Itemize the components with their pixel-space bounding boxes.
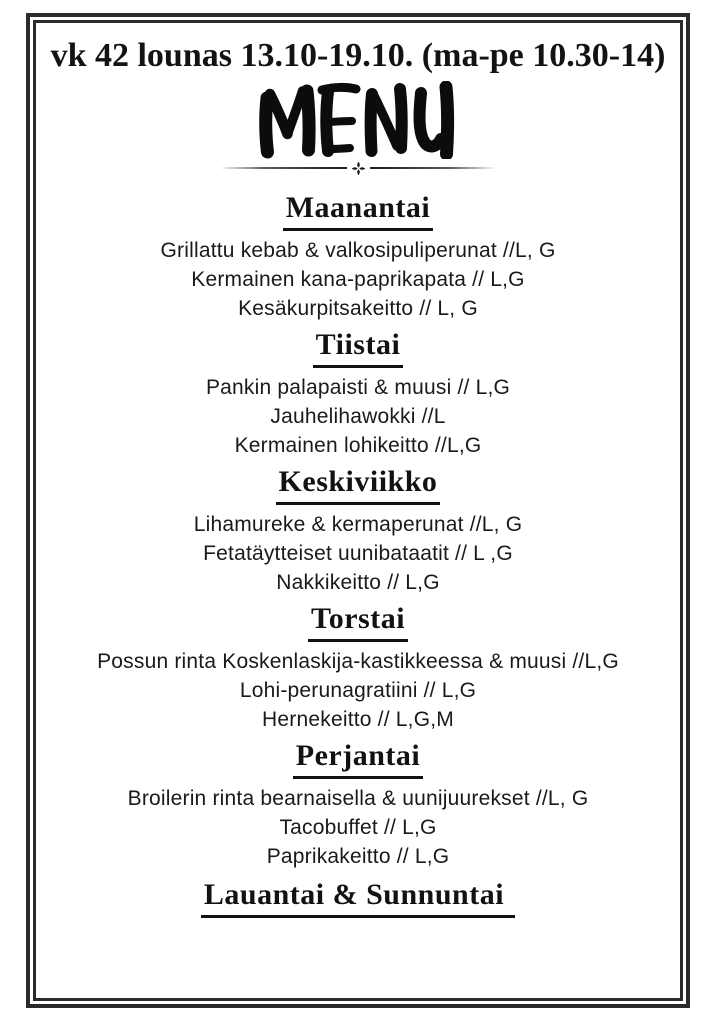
items-wednesday — [36, 510, 680, 597]
menu-logo-lettering — [256, 81, 461, 159]
menu-item: Lihamureke & kermaperunat //L, G — [193, 512, 523, 536]
day-heading-wednesday: Keskiviikko — [276, 464, 441, 505]
items-monday — [36, 236, 680, 323]
menu-item: Possun rinta Koskenlaskija-kastikkeessa & muusi //L,G — [97, 649, 619, 673]
day-heading-thursday: Torstai — [308, 601, 408, 642]
section-friday — [36, 738, 680, 871]
section-tuesday — [36, 327, 680, 460]
menu-item: Pankin palapaisti & muusi // L,G — [205, 375, 511, 399]
menu-item: Tacobuffet // L,G — [279, 815, 437, 839]
cross-ornament-icon — [351, 161, 366, 176]
menu-frame-inner-border — [33, 20, 683, 1001]
section-weekend — [36, 877, 680, 918]
menu-item: Broilerin rinta bearnaisella & uunijuurekset //L, G — [127, 786, 589, 810]
menu-item: Fetatäytteiset uunibataatit // L ,G — [203, 541, 513, 565]
items-thursday — [36, 647, 680, 734]
divider-line-left — [222, 167, 347, 169]
section-wednesday — [36, 464, 680, 597]
day-heading-weekend: Lauantai & Sunnuntai — [201, 877, 515, 918]
menu-page — [36, 23, 680, 918]
items-friday — [36, 784, 680, 871]
logo-divider — [222, 161, 494, 176]
divider-line-right — [370, 167, 495, 169]
section-monday — [36, 190, 680, 323]
menu-logo — [36, 81, 680, 159]
day-heading-monday: Maanantai — [283, 190, 434, 231]
menu-item: Grillattu kebab & valkosipuliperunat //L, G — [160, 238, 556, 262]
menu-item: Nakkikeitto // L,G — [276, 570, 440, 594]
day-heading-friday: Perjantai — [293, 738, 423, 779]
menu-item: Lohi-perunagratiini // L,G — [239, 678, 477, 702]
menu-item: Hernekeitto // L,G,M — [262, 707, 454, 731]
menu-week-title: vk 42 lounas 13.10-19.10. (ma-pe 10.30-14) — [50, 37, 666, 74]
menu-frame-border — [26, 13, 690, 1008]
items-tuesday — [36, 373, 680, 460]
menu-item: Kermainen kana-paprikapata // L,G — [191, 267, 525, 291]
section-thursday — [36, 601, 680, 734]
menu-item: Kermainen lohikeitto //L,G — [234, 433, 482, 457]
menu-item: Kesäkurpitsakeitto // L, G — [238, 296, 478, 320]
day-heading-tuesday: Tiistai — [313, 327, 404, 368]
menu-item: Paprikakeitto // L,G — [266, 844, 450, 868]
menu-item: Jauhelihawokki //L — [270, 404, 446, 428]
